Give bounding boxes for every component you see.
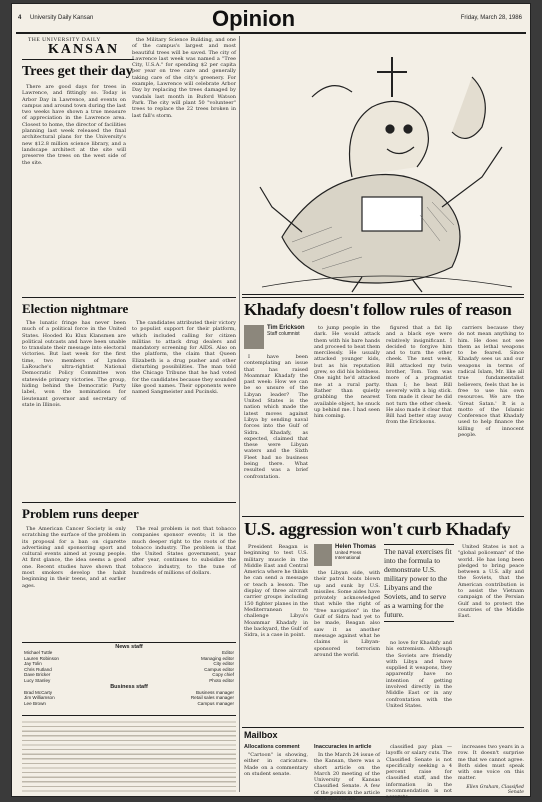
- column-second-rule: [242, 516, 524, 517]
- column-second-text2: the Libyan side, with their patrol boats blown up and sunk by U.S. missiles. Some aides have privately acknowledged that while the right of "free navigation" in the Gulf of Sidra had yet to be made, Reagan also saw it as another message against what he claims is Libyan-sponsored terrorism around the world.: [314, 570, 380, 658]
- letter-text-4: increases two years in a row. It doesn't surprise me that we cannot agree. Both sides must speak with one voice on this matter.: [458, 744, 524, 782]
- paper-name: University Daily Kansan: [30, 15, 94, 21]
- column-headline-aggression: U.S. aggression won't curb Khadafy: [244, 519, 511, 539]
- column-main-text2: to jump people in the dark. He would attack them with his bare hands and proceed to beat them mercilessly. He usually attacked younger kids, but as his reputation grew, so did his boldness. One night he'd attacked me at a rural party. Rather than quietly grabbing the nearest available object, he snuck up behind me. I had seen him coming.: [314, 325, 380, 420]
- letter-signoff: Ellen Graham, Classified Senate: [466, 785, 524, 795]
- letter-body-1: [244, 752, 308, 792]
- column-main-col1: [244, 354, 308, 514]
- letter-body-4: [458, 744, 524, 784]
- letter-headline-1: Allocations comment: [244, 744, 300, 750]
- cartoon-rule: [242, 294, 524, 295]
- staff-row: Michael Tuttle Editor: [24, 650, 234, 655]
- column-main-col3: [386, 325, 452, 514]
- column-main-text1: I have been contemplating an issue that has raised Moammar Khadafy the past week: How we can be so unsure of the Libyan leader? The United States is the nation which made the latest moves against Libya by sending naval forces into the Gulf of Sidra. Khadafy, as expected, claimed that these were Libyan waters and the Sixth Fleet had no business being there. What resulted was a brief confrontation.: [244, 354, 308, 480]
- author-title-2: United Press International: [335, 550, 362, 560]
- masthead-kicker: THE UNIVERSITY DAILY: [28, 37, 101, 43]
- masthead-rule: [22, 59, 134, 60]
- issue-date: Friday, March 28, 1986: [460, 15, 522, 21]
- editorial-election-col2: [132, 320, 236, 500]
- letter-text-1: "Cartoon" is showing, either in caricature. Made on a commentary on student senate.: [244, 752, 308, 777]
- editorial-trees-col1: [22, 84, 126, 294]
- column-second-col3: [386, 640, 452, 724]
- column-second-col2: [314, 570, 380, 724]
- column-main-col2: [314, 325, 380, 514]
- staff-row: Jay Tolin City editor: [24, 661, 234, 667]
- page-number: 4: [18, 15, 22, 21]
- column-second-text1: President Reagan is beginning to test U.S. military muscle in the Middle East and Central America where he thinks he can send a message or teach a lesson. The display of three aircraft carrier groups including 150 fighter planes in the Mediterranean to challenge Libya's Moammar Khadafy in the backyard, the Gulf of Sidra, is a case in point.: [244, 544, 308, 639]
- column-main-col4: [458, 325, 524, 514]
- letter-text-2: In the March 24 issue of the Kansan, there was a short article on the March 20 meeting of the University of Kansas Classified Senate. A few of the points in the article were inaccurate.: [314, 752, 380, 802]
- editorial-problem-col2: [132, 526, 236, 638]
- column-second-col4: [458, 544, 524, 724]
- staff-row: Dave Bricker Copy chief: [24, 672, 234, 678]
- masthead-logo: KANSAN: [48, 42, 120, 57]
- editorial-headline-election: Election nightmare: [22, 301, 129, 316]
- byline-box: [244, 325, 308, 351]
- author-title: Staff columnist: [267, 331, 300, 337]
- staff-row: Jim Williamson Retail sales manager: [24, 695, 234, 701]
- staff-fineprint: [22, 718, 236, 792]
- author-name-2: Helen Thomas: [335, 544, 377, 550]
- editorial-headline-problem: Problem runs deeper: [22, 506, 139, 521]
- editorial-trees-text1: There are good days for trees in Lawrence, and fittingly so. Today is Arbor Day in Lawrence, and events on campus and around town during the last two weeks have shown a true measure of appreciation in the Lawrence area. Closest to home, the director of facilities planning last week released the final architectural plans for the University's new $12.8 million science library, and a landscape architect at the site will preserve the trees on the west side of the site.: [22, 84, 126, 166]
- author-name: Tim Erickson: [267, 325, 305, 331]
- editorial-trees-text2: the Military Science Building, and one of the campus's largest and most beautiful trees will be saved. The city of Lawrence last week was named a "Tree City, U.S.A." for spending $2 per capita per year on tree care and generally taking care of the city's greenery. For example, Lawrence will celebrate Arbor Day by replacing the trees damaged by vandals last month in Buford Watson Park. The city will plant 50 "volunteer" trees to replace the 22 trees broken in last fall's storm.: [132, 37, 236, 119]
- letter-headline-2: Inaccuracies in article: [314, 744, 372, 750]
- editorial-election-text1: The lunatic fringe has never been much of a political force in the United States. Hooded Ku Klux Klansmen are political outcasts and have been unable to translate their message into electoral victories. But last week for the first time, two members of Lyndon LaRouche's ultra-rightist National Democratic Policy Committee won statewide primary victories. The group, hiding behind the Democratic Party label, won the nominations for lieutenant governor and secretary of state in Illinois.: [22, 320, 126, 408]
- column-main-rule: [242, 297, 524, 298]
- news-staff-list: [24, 650, 234, 684]
- editorial-trees-col2: [132, 37, 236, 294]
- editorial-election-text2: The candidates attributed their victory to populist support for their platform, which included calling for citizen militias to attack drug dealers and mandatory screening for AIDS. Also on the platform, the claim that Queen Elizabeth is a drug pusher and other disturbing possibilities. The man told the Chicago Tribune that he had voted for the candidates because they sounded like good names. Their opponents were named Sangmeister and Pucinski.: [132, 320, 236, 396]
- column-headline-khadafy: Khadafy doesn't follow rules of reason: [244, 300, 512, 319]
- mailbox-title: Mailbox: [244, 730, 278, 740]
- pull-quote: The naval exercises fit into the formula to demonstrate U.S. military power to the Libyans and the Soviets, and to serve as a warning for the future.: [384, 544, 454, 622]
- column-second-text4: United States is not a "global policeman" of the world. He has long been pledged to bring peace between a U.S. ally and the Soviets, that the American contribution is to assist the Vietnam campaign of the Persian Gulf and to protect the countries of the Middle East.: [458, 544, 524, 620]
- staff-row: Chris Rutland Campus editor: [24, 666, 234, 672]
- letter-text-3: classified pay plan — layoffs or salary cuts. The Classified Senate is not specifically seeking a 4 percent raise for classified staff, and the information in the recommendation is not accurate.: [386, 744, 452, 801]
- newspaper-page: [12, 4, 530, 802]
- column-main-text3: figured that a fat lip and a black eye were relatively insignificant. I decided to forgive him and to turn the other cheek. The next week, Bill attacked my twin brother, Tom. Tom was more of a pragmatist than I; he beat Bill severely with a big stick. Tom made it clear he did not turn the other cheek. He also made it clear that Bill had better stay away from the Ericksons.: [386, 325, 452, 426]
- column-second-col1: [244, 544, 308, 724]
- column-second-text3: no love for Khadafy and his extremism. Although the Soviets are friendly with Libya and have supplied it weapons, they apparently have no intention of getting involved directly in the Middle East or in any confrontation with the United States.: [386, 640, 452, 709]
- editorial-election-col1: [22, 320, 126, 500]
- staff-row: Lee Brown Campus manager: [24, 700, 234, 706]
- staff-row: Lucy Stanley Photo editor: [24, 677, 234, 683]
- cartoon-drawing: [242, 37, 524, 292]
- staff-row: Brad McCarty Business manager: [24, 689, 234, 695]
- gutter-rule: [239, 36, 240, 792]
- column-main-text4: carriers because they do not mean anything to him. He does not see them as lethal weapons to be feared. Since Khadafy sees us and our weapons in terms of radical Islam, Mr. like all true fundamentalist believers, feels that he is free to use his own resources. We are the 'Great Satan.' It is a motto of the Islamic Conference that Khadafy used to help finance the killing of innocent people.: [458, 325, 524, 439]
- editorial-headline-trees: Trees get their day: [22, 64, 133, 79]
- author-photo: [244, 325, 264, 349]
- letter-body-3: [386, 744, 452, 801]
- business-staff-title: Business staff: [110, 683, 148, 690]
- staff-box: [22, 642, 236, 716]
- header-rule: [16, 32, 526, 34]
- letter-body-2: [314, 752, 380, 802]
- editorial-problem-text2: The real problem is not that tobacco companies sponsor events; it is the much deeper right to the roots of the tobacco industry. The problem is that the United States government, year after year, continues to subsidize the tobacco industry, to the tune of hundreds of millions of dollars.: [132, 526, 236, 577]
- fineprint-lines: [22, 718, 236, 792]
- byline-box-2: [314, 544, 380, 568]
- editorial2-rule: [22, 297, 236, 298]
- mailbox-rule: [242, 727, 524, 728]
- editorial-problem-text1: The American Cancer Society is only scratching the surface of the problem in its proposal for a ban on cigarette advertising and sponsoring sport and cultural events aimed at young people. At first glance, the idea seems a good one. Recent studies have shown that most smokers develop the habit beginning in their teens, and at earlier ages.: [22, 526, 126, 589]
- section-title: Opinion: [212, 6, 296, 31]
- staff-title: News staff: [115, 644, 143, 650]
- editorial-cartoon: [242, 37, 524, 292]
- editorial-problem-col1: [22, 526, 126, 638]
- business-staff-list: [22, 690, 236, 707]
- editorial3-rule: [22, 502, 236, 503]
- author-photo-2: [314, 544, 332, 566]
- staff-row: Lauren Robinson Managing editor: [24, 655, 234, 661]
